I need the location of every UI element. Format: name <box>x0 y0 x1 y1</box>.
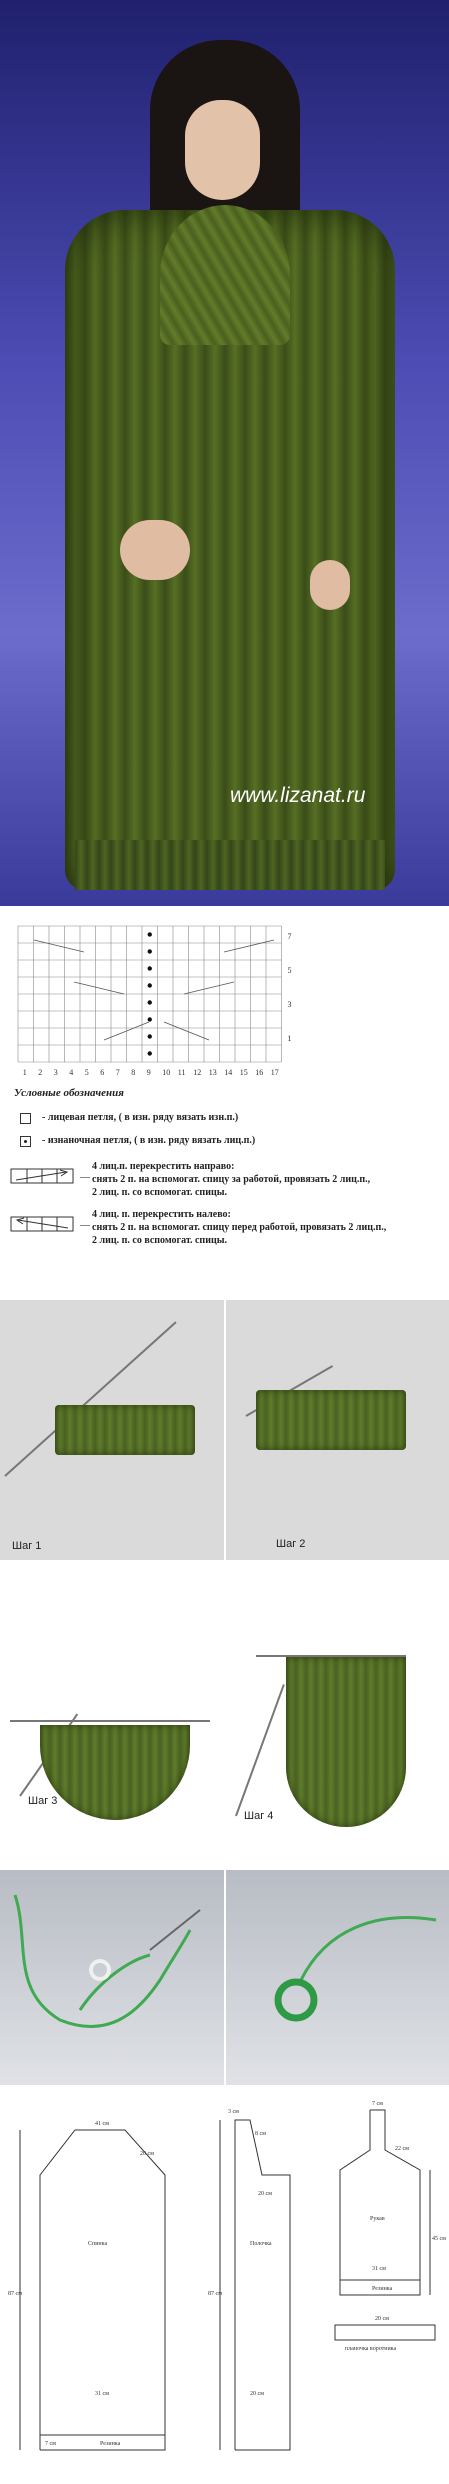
dimension-label: 31 см <box>372 2266 386 2272</box>
cable-left-icon <box>10 1214 75 1234</box>
row-label: 1 <box>287 1033 292 1043</box>
purl-dot <box>148 1000 152 1004</box>
piece-name: Рукав <box>370 2216 385 2222</box>
column-label: 3 <box>53 1068 58 1077</box>
purl-dot <box>148 949 152 953</box>
model-hand-2 <box>310 560 350 610</box>
step-photo-3 <box>0 1565 224 1855</box>
legend-text: - лицевая петля, ( в изн. ряду вязать изн.п.) <box>42 1112 239 1123</box>
dimension-label: 7 см <box>372 2101 383 2107</box>
dimension-label: 45 см <box>432 2236 446 2242</box>
legend-line: 2 лиц. п. со вспомогат. спицы. <box>92 1187 228 1198</box>
knitting-chart <box>14 922 299 1092</box>
footer-logo <box>185 2464 445 2484</box>
column-label: 11 <box>177 1068 186 1077</box>
dimension-label: 20 см <box>375 2316 389 2322</box>
column-label: 2 <box>38 1068 43 1077</box>
column-label: 9 <box>146 1068 151 1077</box>
column-label: 13 <box>208 1068 217 1077</box>
legend-line: 2 лиц. п. со вспомогат. спицы. <box>92 1235 228 1246</box>
legend-line: снять 2 п. на вспомогат. спицу перед работой, провязать 2 лиц.п., <box>92 1222 387 1233</box>
dimension-label: 22 см <box>395 2146 409 2152</box>
row-label: 7 <box>287 931 292 941</box>
ring-icon <box>91 1961 109 1979</box>
column-label: 8 <box>131 1068 136 1077</box>
dimension-label: 41 см <box>95 2121 109 2127</box>
needle <box>150 1910 200 1950</box>
thread-photo-1 <box>0 1870 224 2085</box>
cable-arrow <box>74 982 124 994</box>
purl-dot <box>148 1051 152 1055</box>
chart-grid <box>14 922 299 1092</box>
column-label: 6 <box>100 1068 105 1077</box>
knit-swatch <box>40 1725 190 1820</box>
dimension-label: 8 см <box>255 2131 266 2137</box>
cable-arrow <box>224 940 274 952</box>
model-hand <box>120 520 190 580</box>
cardigan-hem <box>75 840 385 890</box>
legend-line: снять 2 п. на вспомогат. спицу за работой, провязать 2 лиц.п., <box>92 1174 371 1185</box>
yarn-thread <box>0 1870 224 2085</box>
purl-dot <box>148 1034 152 1038</box>
step-label: Шаг 4 <box>244 1810 274 1822</box>
column-label: 15 <box>239 1068 248 1077</box>
column-label: 17 <box>270 1068 279 1077</box>
back-piece <box>40 2130 165 2450</box>
dimension-label: 20 см <box>258 2191 272 2197</box>
front-piece <box>235 2120 290 2450</box>
purl-dot <box>148 1017 152 1021</box>
column-label: 12 <box>193 1068 202 1077</box>
collar-strip <box>335 2325 435 2340</box>
step-photo-2 <box>226 1300 449 1560</box>
cable-arrow <box>34 940 84 952</box>
cable-right-icon <box>10 1166 75 1186</box>
column-label: 10 <box>162 1068 171 1077</box>
row-label: 5 <box>287 965 292 975</box>
column-label: 1 <box>22 1068 27 1077</box>
column-label: 7 <box>115 1068 120 1077</box>
purl-dot <box>148 932 152 936</box>
covered-ring-icon <box>278 1982 314 2018</box>
hero-photo <box>0 0 449 906</box>
dimension-label: 7 см <box>45 2441 56 2447</box>
step-photo-1 <box>0 1300 224 1560</box>
watermark-text: www.lizanat.ru <box>230 784 366 807</box>
step-label: Шаг 1 <box>12 1540 42 1552</box>
knit-swatch <box>286 1657 406 1827</box>
dimension-label: 31 см <box>95 2391 109 2397</box>
legend-text: - изнаночная петля, ( в изн. ряду вязать лиц.п.) <box>42 1135 256 1146</box>
legend-line: 4 лиц. п. перекрестить налево: <box>92 1209 231 1220</box>
column-label: 16 <box>255 1068 264 1077</box>
needle <box>235 1684 285 1816</box>
cable-arrow <box>164 1022 209 1040</box>
step-photo-4 <box>226 1565 449 1855</box>
dimension-label: 87 см <box>8 2291 22 2297</box>
purl-dot <box>148 966 152 970</box>
pattern-schematic <box>0 2095 449 2465</box>
knit-swatch <box>55 1405 195 1455</box>
knit-swatch <box>256 1390 406 1450</box>
model-face <box>185 100 260 200</box>
dimension-label: 3 см <box>228 2109 239 2115</box>
hem-label: Резинка <box>372 2286 393 2292</box>
dimension-label: 20 см <box>140 2151 154 2157</box>
step-label: Шаг 3 <box>28 1795 58 1807</box>
cable-arrow <box>184 982 234 994</box>
column-label: 4 <box>69 1068 74 1077</box>
legend-line: 4 лиц.п. перекрестить направо: <box>92 1161 235 1172</box>
legend-title: Условные обозначения <box>14 1087 124 1099</box>
needle <box>10 1720 210 1722</box>
piece-name: Полочка <box>250 2241 272 2247</box>
legend-text <box>92 1160 370 1199</box>
step-label: Шаг 2 <box>276 1538 306 1550</box>
column-label: 5 <box>84 1068 89 1077</box>
thread-photo-2 <box>226 1870 449 2085</box>
purl-dot <box>148 983 152 987</box>
piece-name: планочка воротника <box>345 2346 397 2352</box>
cardigan-collar <box>160 205 290 345</box>
legend-text <box>92 1208 386 1247</box>
column-label: 14 <box>224 1068 233 1077</box>
empty-square-icon <box>20 1113 31 1124</box>
piece-name: Спинка <box>88 2241 108 2247</box>
schematic-drawings <box>0 2095 449 2465</box>
dimension-label: 87 см <box>208 2291 222 2297</box>
hem-label: Резинка <box>100 2441 121 2447</box>
row-label: 3 <box>287 999 292 1009</box>
dot-square-icon <box>20 1136 31 1147</box>
dimension-label: 20 см <box>250 2391 264 2397</box>
yarn-thread <box>226 1870 449 2085</box>
